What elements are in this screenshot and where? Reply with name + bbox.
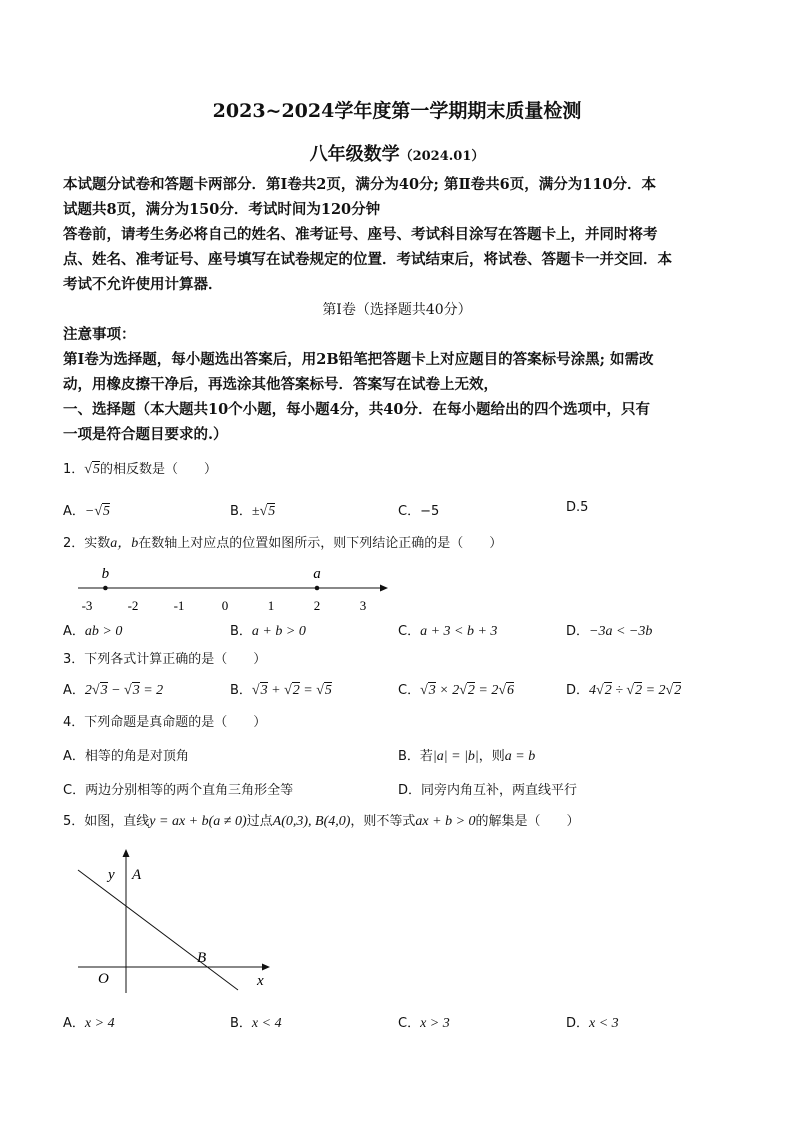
q3-option-b: B．√3 + √2 = √5 <box>230 683 332 698</box>
intro-line-3: 答卷前，请考生务必将自己的姓名、准考证号、座号、考试科目涂写在答题卡上，并同时将考 <box>63 226 658 243</box>
q2-option-c: C．a + 3 < b + 3 <box>398 624 498 639</box>
y-label: y <box>108 867 115 883</box>
question-5: 5．如图，直线y = ax + b(a ≠ 0)过点A(0,3), B(4,0)，则不等式ax + b > 0的解集是（ ） <box>63 814 580 829</box>
exam-date: （2024.01） <box>399 149 485 164</box>
x-label: x <box>257 973 264 989</box>
q4-option-a: A．相等的角是对顶角 <box>63 749 189 764</box>
q1-option-d: D.5 <box>566 500 589 515</box>
x-axis-arrow <box>262 964 270 971</box>
q2-option-b: B．a + b > 0 <box>230 624 306 639</box>
intro-line-5: 考试不允许使用计算器． <box>63 276 223 293</box>
q1-option-c: C．−5 <box>398 504 440 519</box>
q3-option-d: D．4√2 ÷ √2 = 2√2 <box>566 683 682 698</box>
number-line-point-b <box>103 586 108 591</box>
intro-line-1: 本试题分试卷和答题卡两部分．第Ⅰ卷共2页，满分为40分; 第Ⅱ卷共6页，满分为110分．本 <box>63 176 657 193</box>
part1-line-2: 一项是符合题目要求的.） <box>63 426 228 443</box>
question-2: 2．实数a，b在数轴上对应点的位置如图所示，则下列结论正确的是（ ） <box>63 536 503 551</box>
question-4: 4．下列命题是真命题的是（ ） <box>63 715 267 730</box>
q4-option-c: C．两边分别相等的两个直角三角形全等 <box>63 783 294 798</box>
q4-option-d: D．同旁内角互补，两直线平行 <box>398 783 578 798</box>
number-line-tick-label: 2 <box>313 598 321 613</box>
number-line-label-b: b <box>101 566 110 582</box>
q2-option-d: D．−3a < −3b <box>566 624 653 639</box>
number-line-arrow <box>380 585 388 592</box>
y-axis-arrow <box>123 849 130 857</box>
q5-option-a: A．x > 4 <box>63 1016 115 1031</box>
number-line-tick-label: 0 <box>221 598 229 613</box>
notice-title: 注意事项： <box>63 326 136 343</box>
intro-line-2: 试题共8页，满分为150分．考试时间为120分钟 <box>63 201 381 218</box>
point-b-label: B <box>197 950 207 966</box>
number-line-tick-label: -1 <box>173 598 185 613</box>
exam-subtitle <box>0 140 794 166</box>
section-heading: 第Ⅰ卷（选择题共40分） <box>322 302 472 318</box>
number-line-point-a <box>315 586 320 591</box>
q1-option-a: A．−√5 <box>63 504 111 519</box>
origin-label: O <box>98 971 109 987</box>
line-graph <box>70 845 280 995</box>
q3-option-a: A．2√3 − √3 = 2 <box>63 683 164 698</box>
q2-option-a: A．ab > 0 <box>63 624 123 639</box>
number-line-tick-label: 1 <box>267 598 275 613</box>
question-3: 3．下列各式计算正确的是（ ） <box>63 652 267 667</box>
q4-option-b: B．若|a| = |b|，则a = b <box>398 749 536 764</box>
q3-option-c: C．√3 × 2√2 = 2√6 <box>398 683 515 698</box>
q1-option-b: B．±√5 <box>230 504 276 519</box>
number-line <box>70 560 400 620</box>
question-1: 1．√5的相反数是（ ） <box>63 462 217 477</box>
q5-option-c: C．x > 3 <box>398 1016 450 1031</box>
notice-line-2: 动，用橡皮擦干净后，再选涂其他答案标号．答案写在试卷上无效， <box>63 376 498 393</box>
number-line-tick-label: -2 <box>127 598 139 613</box>
point-a-label: A <box>132 867 142 883</box>
number-line-tick-label: 3 <box>359 598 367 613</box>
subject-title: 八年级数学 <box>309 144 400 165</box>
part1-line-1: 一、选择题（本大题共10个小题，每小题4分，共40分．在每小题给出的四个选项中，只有 <box>63 401 650 418</box>
number-line-label-a: a <box>313 566 321 582</box>
q5-option-d: D．x < 3 <box>566 1016 619 1031</box>
q5-option-b: B．x < 4 <box>230 1016 282 1031</box>
intro-line-4: 点、姓名、准考证号、座号填写在试卷规定的位置．考试结束后，将试卷、答题卡一并交回．本 <box>63 251 672 268</box>
number-line-tick-label: -3 <box>81 598 93 613</box>
notice-line-1: 第Ⅰ卷为选择题，每小题选出答案后，用2B铅笔把答题卡上对应题目的答案标号涂黑; 如需改 <box>63 351 654 368</box>
number-line-ticks <box>82 598 367 613</box>
exam-title: 2023~2024学年度第一学期期末质量检测 <box>212 100 582 122</box>
